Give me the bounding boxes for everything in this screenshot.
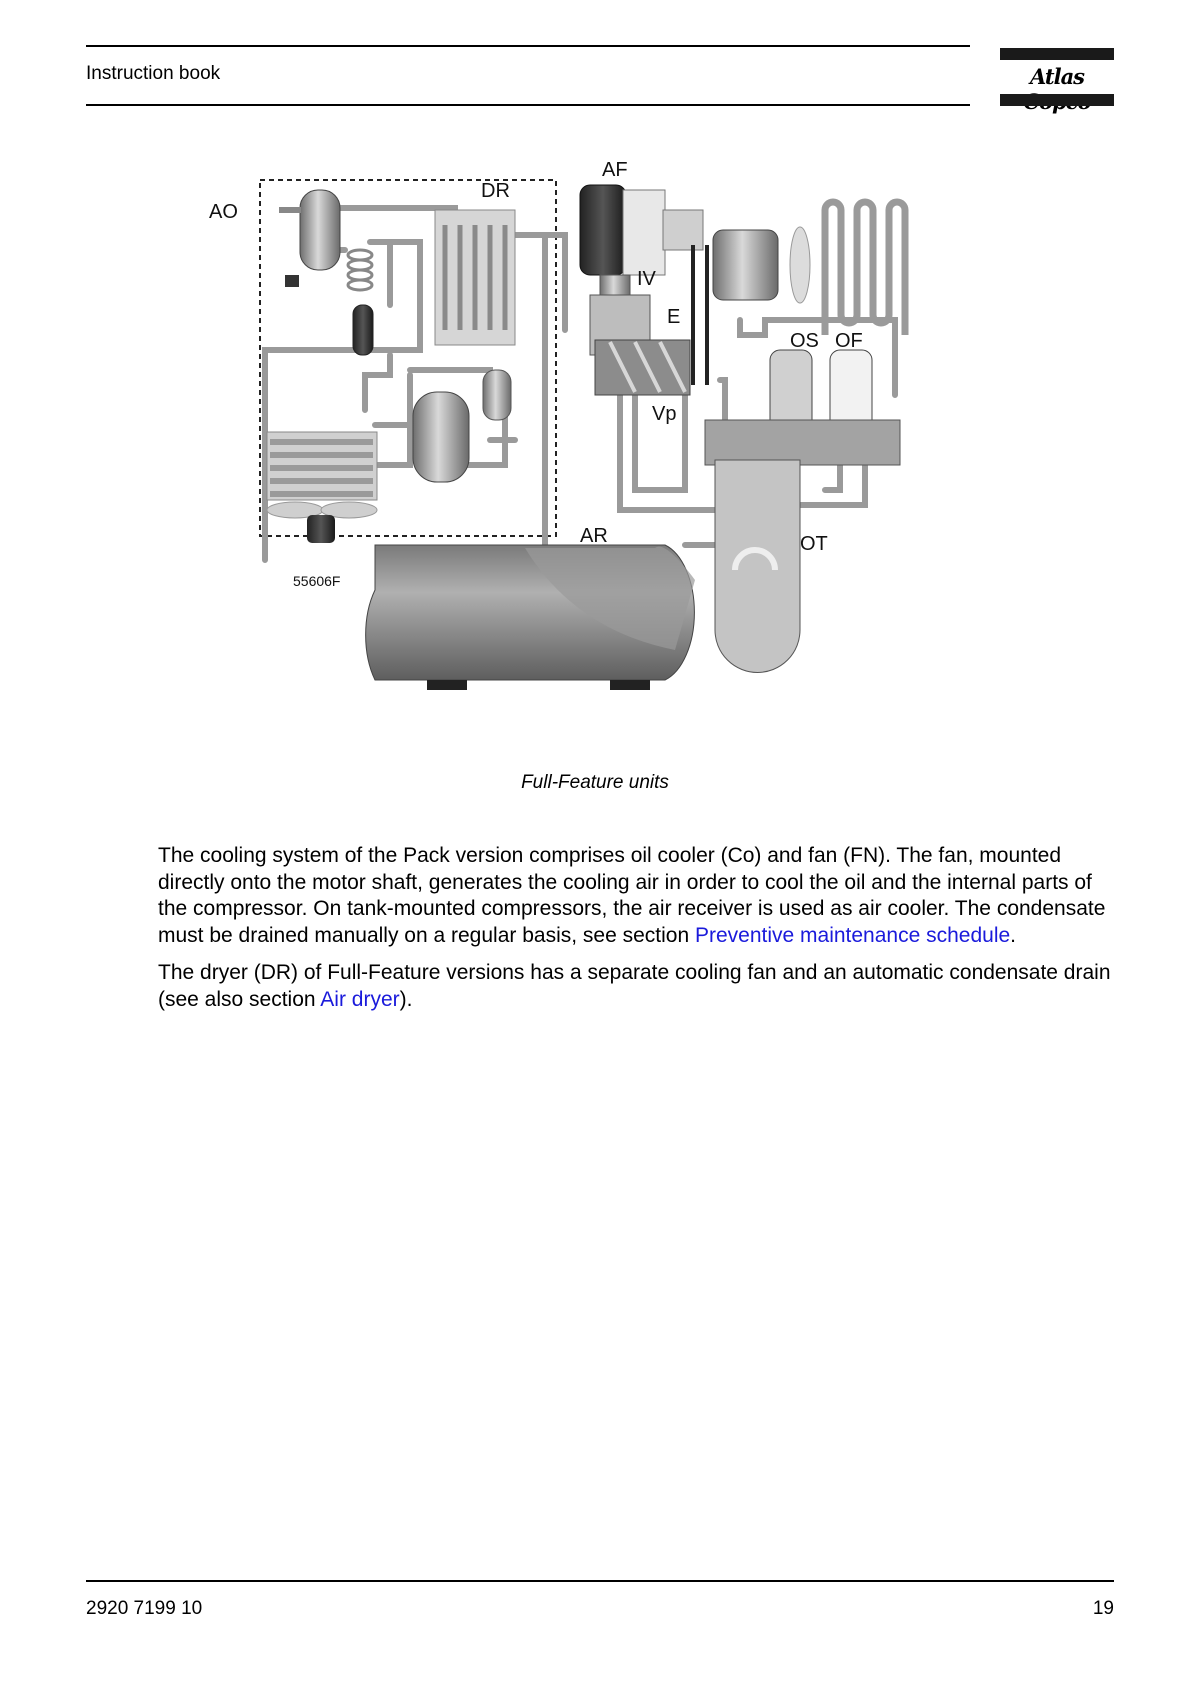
- label-e: E: [667, 306, 681, 328]
- label-dr: DR: [481, 180, 510, 202]
- compressor-element: [595, 340, 690, 395]
- oil-filter: [830, 350, 872, 430]
- figure-code: 55606F: [293, 573, 341, 589]
- page-number: 19: [1092, 1598, 1114, 1619]
- label-os: OS: [790, 330, 819, 352]
- air-filter: [580, 185, 626, 275]
- air-outlet-vessel: [300, 190, 340, 270]
- paragraph-cooling: The cooling system of the Pack version comprises oil cooler (Co) and fan (FN). The fan, mounted directly onto the motor shaft, generates the cooling air in order to cool the oil and the internal parts of the compressor. On tank-mounted compressors, the air receiver is used as air cooler. The condensate must be drained manually on a regular basis, see section Preventive maintenance schedule.: [158, 844, 1106, 947]
- label-iv: IV: [637, 268, 656, 290]
- link-preventive-maintenance[interactable]: Preventive maintenance schedule: [694, 923, 1011, 947]
- figure-caption: Full-Feature units: [521, 772, 669, 793]
- oil-separator: [770, 350, 812, 430]
- label-ao: AO: [209, 201, 238, 223]
- label-vp: Vp: [652, 403, 677, 425]
- link-air-dryer[interactable]: Air dryer: [320, 987, 400, 1011]
- oil-tank: [715, 460, 800, 672]
- document-number: 2920 7199 10: [86, 1598, 203, 1619]
- label-ot: OT: [800, 533, 828, 555]
- body-text: [158, 843, 1118, 1024]
- label-af: AF: [602, 159, 628, 181]
- refrigerant-compressor: [413, 392, 469, 482]
- header-rule-bottom: [86, 104, 970, 106]
- paragraph-dryer: The dryer (DR) of Full-Feature versions has a separate cooling fan and an automatic condensate drain (see also section Air dryer).: [158, 961, 1111, 1011]
- compressor-diagram: [209, 159, 985, 760]
- header-rule-top: [86, 45, 970, 47]
- label-of: OF: [835, 330, 863, 352]
- header-title: Instruction book: [86, 63, 221, 84]
- motor: [713, 230, 778, 300]
- atlas-copco-logo: Atlas: [1000, 48, 1114, 106]
- label-ar: AR: [580, 525, 608, 547]
- footer-rule: [86, 1580, 1114, 1582]
